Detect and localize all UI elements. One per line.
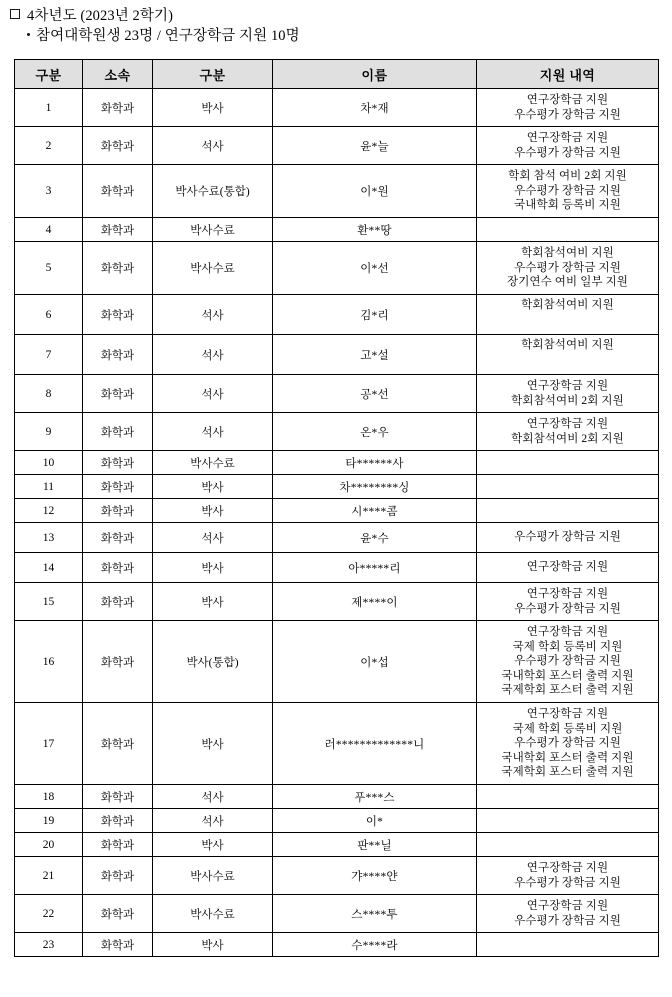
table-row [15, 553, 659, 583]
support-line: 연구장학금 지원 [526, 132, 609, 144]
table-header-row [15, 60, 659, 89]
cell-degree: 박사(통합) [153, 621, 273, 703]
cell-no: 14 [15, 553, 83, 583]
support-line: 우수평가 장학금 지원 [514, 261, 621, 274]
cell-degree: 석사 [153, 523, 273, 553]
cell-dept: 화학과 [83, 295, 153, 335]
support-line: 학회참석여비 2회 지원 [511, 394, 624, 407]
cell-dept: 화학과 [83, 583, 153, 621]
table-row [15, 475, 659, 499]
cell-support [477, 335, 659, 375]
cell-dept: 화학과 [83, 933, 153, 957]
cell-degree: 박사 [153, 703, 273, 785]
cell-support [477, 89, 659, 127]
cell-no: 2 [15, 127, 83, 165]
cell-degree: 석사 [153, 335, 273, 375]
cell-degree: 박사수료 [153, 218, 273, 242]
cell-support [477, 583, 659, 621]
empty-checkbox-icon [10, 9, 20, 19]
cell-dept: 화학과 [83, 553, 153, 583]
cell-support [477, 785, 659, 809]
cell-dept: 화학과 [83, 242, 153, 295]
cell-name: 차********싱 [273, 475, 477, 499]
cell-degree: 박사수료(통합) [153, 165, 273, 218]
support-line: 학회 참석 여비 2회 지원 [508, 170, 627, 183]
support-line: 연구장학금 지원 [526, 708, 609, 721]
cell-name: 윤*수 [273, 523, 477, 553]
cell-dept: 화학과 [83, 127, 153, 165]
support-line: 연구장학금 지원 [526, 900, 609, 912]
cell-degree: 박사 [153, 583, 273, 621]
cell-dept: 화학과 [83, 413, 153, 451]
cell-degree: 박사수료 [153, 451, 273, 475]
cell-name: 윤*늘 [273, 127, 477, 165]
support-line: 우수평가 장학금 지원 [514, 146, 621, 159]
cell-degree: 박사 [153, 933, 273, 957]
cell-degree: 박사수료 [153, 242, 273, 295]
cell-no: 6 [15, 295, 83, 335]
cell-dept: 화학과 [83, 621, 153, 703]
cell-no: 13 [15, 523, 83, 553]
heading-year-text: 4차년도 (2023년 2학기) [27, 8, 174, 24]
cell-no: 15 [15, 583, 83, 621]
cell-support [477, 295, 659, 335]
cell-no: 9 [15, 413, 83, 451]
table-row [15, 621, 659, 703]
cell-dept: 화학과 [83, 857, 153, 895]
cell-support [477, 621, 659, 703]
table-row [15, 218, 659, 242]
table-row [15, 89, 659, 127]
table-row [15, 933, 659, 957]
cell-name: 공*선 [273, 375, 477, 413]
support-line: 연구장학금 지원 [526, 418, 609, 430]
cell-no: 1 [15, 89, 83, 127]
support-line: 우수평가 장학금 지원 [514, 602, 621, 615]
cell-support [477, 218, 659, 242]
support-line: 학회참석여비 2회 지원 [511, 432, 624, 445]
cell-name: 온*우 [273, 413, 477, 451]
cell-support [477, 242, 659, 295]
table-row [15, 295, 659, 335]
table-header [15, 60, 659, 89]
table-row [15, 335, 659, 375]
support-line: 국제 학회 등록비 지원 [512, 722, 623, 735]
cell-dept: 화학과 [83, 475, 153, 499]
cell-degree: 박사수료 [153, 857, 273, 895]
cell-dept: 화학과 [83, 703, 153, 785]
cell-no: 5 [15, 242, 83, 295]
column-header-support: 지원 내역 [477, 60, 659, 89]
table-row [15, 451, 659, 475]
support-line: 국제학회 포스터 출력 지원 [501, 684, 634, 697]
table-row [15, 242, 659, 295]
support-line: 학회참석여비 지원 [521, 339, 614, 351]
cell-dept: 화학과 [83, 785, 153, 809]
cell-name: 환**땅 [273, 218, 477, 242]
support-line: 연구장학금 지원 [526, 94, 609, 106]
cell-degree: 석사 [153, 295, 273, 335]
table-row [15, 413, 659, 451]
cell-name: 러*************니 [273, 703, 477, 785]
cell-support [477, 499, 659, 523]
cell-support [477, 451, 659, 475]
cell-name: 시****콤 [273, 499, 477, 523]
support-line: 학회참석여비 지원 [521, 247, 614, 260]
cell-name: 판**닐 [273, 833, 477, 857]
table-row [15, 895, 659, 933]
cell-name: 수****라 [273, 933, 477, 957]
cell-no: 3 [15, 165, 83, 218]
support-line: 국내학회 등록비 지원 [514, 199, 621, 212]
cell-name: 타******사 [273, 451, 477, 475]
support-line: 우수평가 장학금 지원 [514, 737, 621, 750]
support-line: 우수평가 장학금 지원 [514, 876, 621, 889]
support-line: 국제 학회 등록비 지원 [512, 640, 623, 653]
support-line: 연구장학금 지원 [526, 862, 609, 874]
support-line: 우수평가 장학금 지원 [514, 184, 621, 197]
cell-no: 17 [15, 703, 83, 785]
cell-support [477, 703, 659, 785]
cell-name: 아*****리 [273, 553, 477, 583]
support-line: 국내학회 포스터 출력 지원 [501, 669, 634, 682]
cell-no: 8 [15, 375, 83, 413]
cell-name: 이*섭 [273, 621, 477, 703]
section-heading [0, 0, 672, 47]
cell-no: 10 [15, 451, 83, 475]
cell-no: 4 [15, 218, 83, 242]
cell-no: 19 [15, 809, 83, 833]
cell-dept: 화학과 [83, 375, 153, 413]
cell-name: 차*재 [273, 89, 477, 127]
cell-degree: 석사 [153, 809, 273, 833]
cell-support [477, 475, 659, 499]
cell-support [477, 857, 659, 895]
cell-dept: 화학과 [83, 165, 153, 218]
cell-dept: 화학과 [83, 218, 153, 242]
cell-name: 푸***스 [273, 785, 477, 809]
cell-dept: 화학과 [83, 833, 153, 857]
participants-table [14, 59, 659, 957]
column-header-no: 구분 [15, 60, 83, 89]
support-line: 우수평가 장학금 지원 [514, 531, 621, 544]
cell-dept: 화학과 [83, 895, 153, 933]
cell-support [477, 833, 659, 857]
cell-degree: 박사 [153, 89, 273, 127]
cell-name: 이*선 [273, 242, 477, 295]
cell-dept: 화학과 [83, 335, 153, 375]
support-line: 연구장학금 지원 [526, 561, 609, 574]
table-row [15, 165, 659, 218]
support-line: 우수평가 장학금 지원 [514, 108, 621, 121]
cell-degree: 박사 [153, 553, 273, 583]
table-row [15, 523, 659, 553]
cell-name: 제****이 [273, 583, 477, 621]
cell-support [477, 553, 659, 583]
support-line: 연구장학금 지원 [526, 380, 609, 392]
support-line: 우수평가 장학금 지원 [514, 655, 621, 668]
cell-no: 18 [15, 785, 83, 809]
cell-no: 12 [15, 499, 83, 523]
cell-support [477, 895, 659, 933]
cell-degree: 석사 [153, 413, 273, 451]
cell-degree: 석사 [153, 785, 273, 809]
cell-name: 김*리 [273, 295, 477, 335]
table-row [15, 499, 659, 523]
cell-name: 고*설 [273, 335, 477, 375]
cell-degree: 박사 [153, 499, 273, 523]
cell-degree: 석사 [153, 127, 273, 165]
heading-year-line [10, 6, 672, 26]
support-line: 우수평가 장학금 지원 [514, 914, 621, 927]
cell-name: 스****투 [273, 895, 477, 933]
table-row [15, 703, 659, 785]
table-row [15, 857, 659, 895]
support-line: 국내학회 포스터 출력 지원 [501, 751, 634, 764]
cell-support [477, 165, 659, 218]
cell-no: 22 [15, 895, 83, 933]
table-row [15, 583, 659, 621]
cell-dept: 화학과 [83, 523, 153, 553]
cell-degree: 박사 [153, 475, 273, 499]
cell-support [477, 809, 659, 833]
support-line: 연구장학금 지원 [526, 626, 609, 639]
cell-degree: 석사 [153, 375, 273, 413]
cell-no: 23 [15, 933, 83, 957]
cell-degree: 박사수료 [153, 895, 273, 933]
cell-dept: 화학과 [83, 451, 153, 475]
cell-support [477, 375, 659, 413]
cell-no: 21 [15, 857, 83, 895]
cell-degree: 박사 [153, 833, 273, 857]
bullet-dot-icon [27, 33, 30, 36]
participants-table-container [14, 59, 658, 957]
cell-no: 20 [15, 833, 83, 857]
support-line: 학회참석여비 지원 [521, 299, 614, 311]
cell-name: 이*원 [273, 165, 477, 218]
table-row [15, 375, 659, 413]
cell-dept: 화학과 [83, 499, 153, 523]
table-row [15, 127, 659, 165]
cell-no: 11 [15, 475, 83, 499]
table-row [15, 833, 659, 857]
table-row [15, 809, 659, 833]
table-row [15, 785, 659, 809]
cell-support [477, 127, 659, 165]
column-header-dept: 소속 [83, 60, 153, 89]
support-line: 연구장학금 지원 [526, 588, 609, 600]
cell-support [477, 413, 659, 451]
column-header-name: 이름 [273, 60, 477, 89]
cell-dept: 화학과 [83, 89, 153, 127]
cell-support [477, 933, 659, 957]
column-header-degree: 구분 [153, 60, 273, 89]
cell-no: 16 [15, 621, 83, 703]
cell-support [477, 523, 659, 553]
support-line: 국제학회 포스터 출력 지원 [501, 766, 634, 779]
cell-name: 이* [273, 809, 477, 833]
support-line: 장기연수 여비 일부 지원 [506, 276, 628, 289]
heading-summary-line [10, 26, 672, 47]
cell-dept: 화학과 [83, 809, 153, 833]
table-body [15, 89, 659, 957]
cell-no: 7 [15, 335, 83, 375]
heading-summary-text: 참여대학원생 23명 / 연구장학금 지원 10명 [36, 28, 300, 44]
cell-name: 갸****얀 [273, 857, 477, 895]
